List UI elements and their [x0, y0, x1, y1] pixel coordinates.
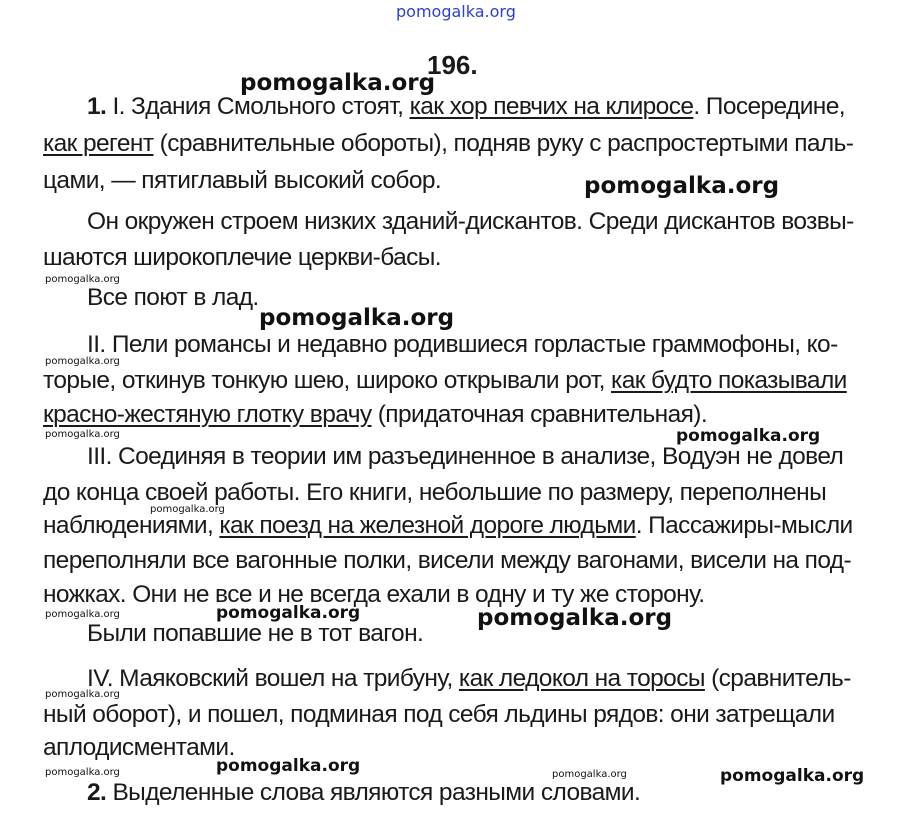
watermark: pomogalka.org: [240, 70, 436, 96]
text-line: [87, 442, 843, 472]
text-line: [43, 733, 235, 763]
header-watermark[interactable]: pomogalka.org: [396, 2, 516, 21]
watermark: pomogalka.org: [45, 767, 120, 778]
item-number: 1.: [87, 93, 107, 120]
line-text: наблюдениями,: [43, 512, 220, 539]
text-line: [43, 129, 853, 159]
underlined-phrase: как ледокол на торосы: [458, 665, 705, 692]
watermark: pomogalka.org: [45, 274, 120, 285]
line-text: Он окружен строем низких зданий-дискантов. Среди дискантов возвы-: [87, 208, 854, 235]
line-text: ный оборот), и пошел, подминая под себя льдины рядов: они затрещали: [43, 701, 835, 728]
watermark: pomogalka.org: [150, 504, 225, 515]
line-text: переполняли все вагонные полки, висели между вагонами, висели на под-: [43, 547, 852, 574]
text-line: [43, 400, 707, 430]
line-text: шаются широкоплечие церкви-басы.: [43, 244, 442, 271]
line-text: ножках. Они не все и не всегда ехали в одну и ту же сторону.: [43, 581, 705, 608]
text-line: [87, 619, 423, 649]
item-number: 2.: [87, 779, 107, 806]
line-text: (сравнительные обороты), подняв руку с распростертыми паль-: [153, 130, 854, 157]
text-line: [87, 664, 851, 694]
watermark: pomogalka.org: [259, 305, 455, 331]
text-line: [43, 366, 847, 396]
watermark: pomogalka.org: [45, 689, 120, 700]
line-text: (придаточная сравнительная).: [371, 401, 708, 428]
watermark: pomogalka.org: [720, 766, 865, 786]
text-line: [87, 330, 838, 360]
watermark: pomogalka.org: [45, 356, 120, 367]
page-number: 196.: [427, 50, 478, 80]
line-text: . Пассажиры-мысли: [635, 512, 853, 539]
line-text: II. Пели романсы и недавно родившиеся горластые граммофоны, ко-: [87, 331, 838, 358]
line-text: Все поют в лад.: [87, 284, 259, 311]
line-text: I. Здания Смольного стоят,: [106, 93, 410, 120]
watermark: pomogalka.org: [477, 605, 673, 631]
line-text: . Посередине,: [693, 93, 845, 120]
text-line: [87, 207, 854, 237]
underlined-phrase: как хор певчих на клиросе: [409, 93, 694, 120]
watermark: pomogalka.org: [676, 426, 821, 446]
watermark: pomogalka.org: [216, 603, 361, 623]
line-text: IV. Маяковский вошел на трибуну,: [87, 665, 459, 692]
text-line: [87, 92, 845, 122]
watermark: pomogalka.org: [45, 429, 120, 440]
text-line: [43, 700, 835, 730]
underlined-phrase: как регент: [43, 130, 154, 157]
watermark: pomogalka.org: [584, 173, 780, 199]
watermark: pomogalka.org: [45, 609, 120, 620]
underlined-phrase: как поезд на железной дороге людьми: [219, 512, 636, 539]
line-text: цами, — пятиглавый высокий собор.: [43, 167, 442, 194]
text-line: [43, 511, 853, 541]
underlined-phrase: красно-жестяную глотку врачу: [43, 401, 372, 428]
text-line: [87, 778, 640, 808]
watermark: pomogalka.org: [552, 769, 627, 780]
text-line: [43, 546, 851, 576]
line-text: до конца своей работы. Его книги, небольшие по размеру, переполнены: [43, 479, 827, 506]
line-text: аплодисментами.: [43, 734, 235, 761]
text-line: [43, 243, 441, 273]
line-text: Были попавшие не в тот вагон.: [87, 620, 424, 647]
line-text: III. Соединяя в теории им разъединенное в анализе, Водуэн не довел: [87, 443, 844, 470]
text-line: [87, 283, 259, 313]
underlined-phrase: как будто показывали: [611, 367, 847, 394]
text-line: [43, 166, 441, 196]
line-text: Выделенные слова являются разными словами.: [106, 779, 641, 806]
line-text: торые, откинув тонкую шею, широко открывали рот,: [43, 367, 612, 394]
watermark: pomogalka.org: [216, 756, 361, 776]
line-text: (сравнитель-: [704, 665, 851, 692]
